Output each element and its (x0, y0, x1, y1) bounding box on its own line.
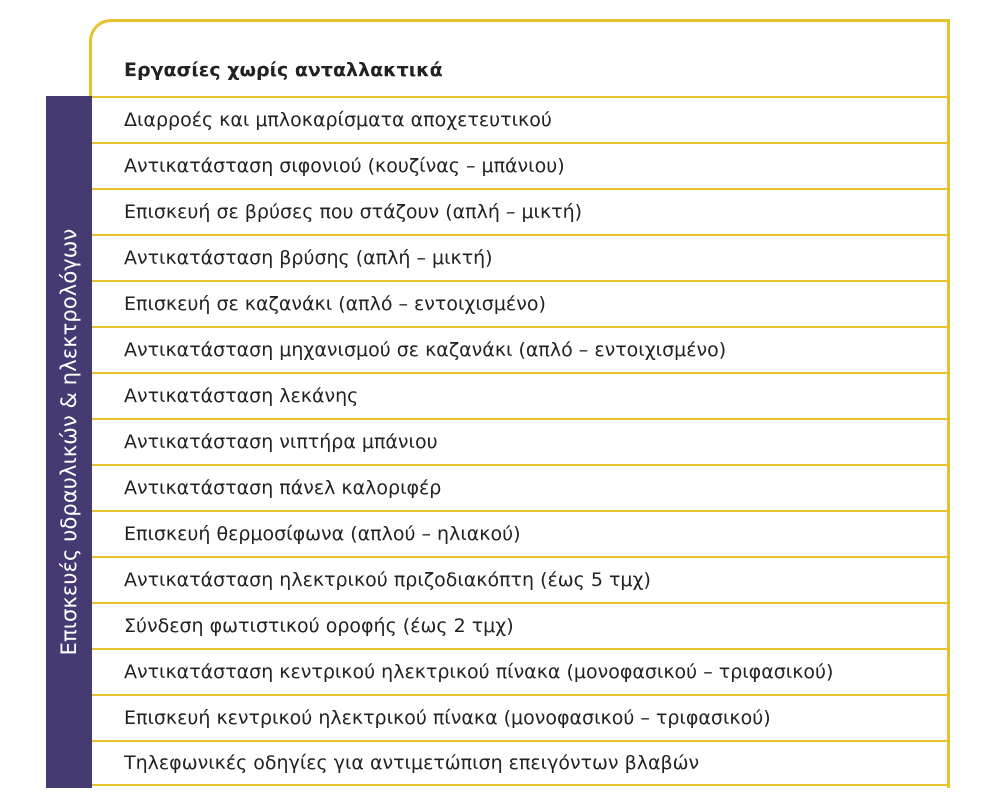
service-row: Αντικατάσταση σιφονιού (κουζίνας – μπάνιου) (92, 142, 947, 188)
service-row: Επισκευή σε βρύσες που στάζουν (απλή – μικτή) (92, 188, 947, 234)
service-row: Διαρροές και μπλοκαρίσματα αποχετευτικού (92, 96, 947, 142)
service-row: Επισκευή σε καζανάκι (απλό – εντοιχισμένο) (92, 280, 947, 326)
service-row: Αντικατάσταση λεκάνης (92, 372, 947, 418)
service-row: Επισκευή κεντρικού ηλεκτρικού πίνακα (μονοφασικού – τριφασικού) (92, 694, 947, 740)
service-row: Αντικατάσταση μηχανισμού σε καζανάκι (απλό – εντοιχισμένο) (92, 326, 947, 372)
service-row: Επισκευή θερμοσίφωνα (απλού – ηλιακού) (92, 510, 947, 556)
service-row: Σύνδεση φωτιστικού οροφής (έως 2 τμχ) (92, 602, 947, 648)
service-row: Αντικατάσταση πάνελ καλοριφέρ (92, 464, 947, 510)
service-row: Αντικατάσταση νιπτήρα μπάνιου (92, 418, 947, 464)
service-row: Αντικατάσταση βρύσης (απλή – μικτή) (92, 234, 947, 280)
table-header-title: Εργασίες χωρίς ανταλλακτικά (124, 59, 443, 81)
services-list (92, 96, 947, 786)
category-side-label: Επισκευές υδραυλικών & ηλεκτρολόγων (57, 228, 81, 656)
service-row: Αντικατάσταση ηλεκτρικού πριζοδιακόπτη (έως 5 τμχ) (92, 556, 947, 602)
service-row: Αντικατάσταση κεντρικού ηλεκτρικού πίνακα (μονοφασικού – τριφασικού) (92, 648, 947, 694)
service-row: Τηλεφωνικές οδηγίες για αντιμετώπιση επειγόντων βλαβών (92, 740, 947, 786)
